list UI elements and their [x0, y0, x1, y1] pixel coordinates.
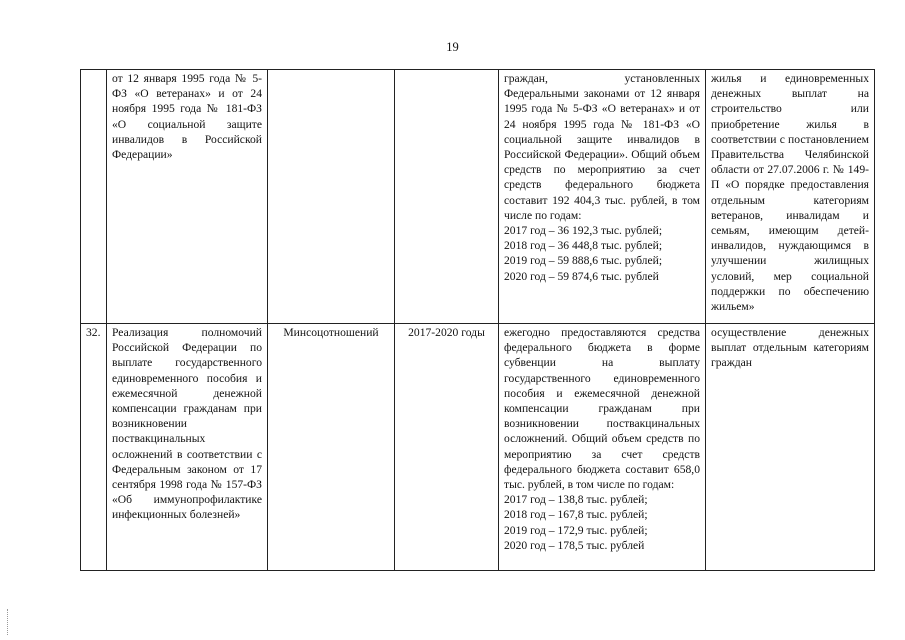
funding-year-item: 2018 год – 36 448,8 тыс. рублей;: [504, 239, 663, 253]
funding-by-year-list: [504, 492, 700, 553]
funding-year-item: 2020 год – 178,5 тыс. рублей: [504, 538, 645, 552]
funding-year-item: 2020 год – 59 874,6 тыс. рублей: [504, 269, 659, 283]
funding-by-year-list: [504, 223, 700, 284]
table-row: [81, 324, 875, 571]
measure-content-text: ежегодно предоставляются средства федерального бюджета в форме субвенции на выплату государственного единовременного пособия и ежемесячной денежной компенсации гражданам при возникновении поствакцинальных осложнений. Общий объем средств по мероприятию за счет средств федерального бюджета составит 658,0 тыс. рублей, в том числе по годам:: [504, 326, 700, 492]
measure-content-cell: [499, 70, 706, 324]
executor-cell: [268, 70, 395, 324]
measure-content-cell: [499, 324, 706, 571]
row-number-cell: [81, 70, 107, 324]
row-number-cell: 32.: [81, 324, 107, 571]
funding-year-item: 2019 год – 59 888,6 тыс. рублей;: [504, 254, 663, 268]
funding-year-item: 2018 год – 167,8 тыс. рублей;: [504, 508, 648, 522]
scan-margin-mark: [7, 609, 10, 635]
executor-cell: Минсоцотношений: [268, 324, 395, 571]
funding-year-item: 2017 год – 36 192,3 тыс. рублей;: [504, 224, 663, 238]
expected-result-cell: жилья и единовременных денежных выплат на строительство или приобретение жилья в соответствии с постановлением Правительства Челябинской области от 27.07.2006 г. № 149-П «О порядке предоставления отдельным категориям ветеранов, инвалидам и семьям, имеющим детей-инвалидов, нуждающимся в улучшении жилищных условий, мер социальной поддержки по обеспечению жильем»: [706, 70, 875, 324]
period-cell: 2017-2020 годы: [395, 324, 499, 571]
funding-year-item: 2017 год – 138,8 тыс. рублей;: [504, 493, 648, 507]
funding-year-item: 2019 год – 172,9 тыс. рублей;: [504, 523, 648, 537]
expected-result-cell: осуществление денежных выплат отдельным категориям граждан: [706, 324, 875, 571]
measure-name-cell: Реализация полномочий Российской Федерации по выплате государственного единовременного пособия и ежемесячной денежной компенсации гражданам при возникновении поствакцинальных осложнений в соответствии с Федеральным законом от 17 сентября 1998 года № 157-ФЗ «Об иммунопрофилактике инфекционных болезней»: [107, 324, 268, 571]
measure-content-text: граждан, установленных Федеральными законами от 12 января 1995 года № 5-ФЗ «О ветеранах» и от 24 ноября 1995 года № 181-ФЗ «О социальной защите инвалидов в Российской Федерации». Общий объем средств по мероприятию за счет средств федерального бюджета составит 192 404,3 тыс. рублей, в том числе по годам:: [504, 72, 700, 222]
program-measures-table: [80, 69, 875, 571]
page-number: 19: [446, 40, 459, 54]
table-row: [81, 70, 875, 324]
period-cell: [395, 70, 499, 324]
measure-name-cell: от 12 января 1995 года № 5-ФЗ «О ветеранах» и от 24 ноября 1995 года № 181-ФЗ «О социальной защите инвалидов в Российской Федерации»: [107, 70, 268, 324]
